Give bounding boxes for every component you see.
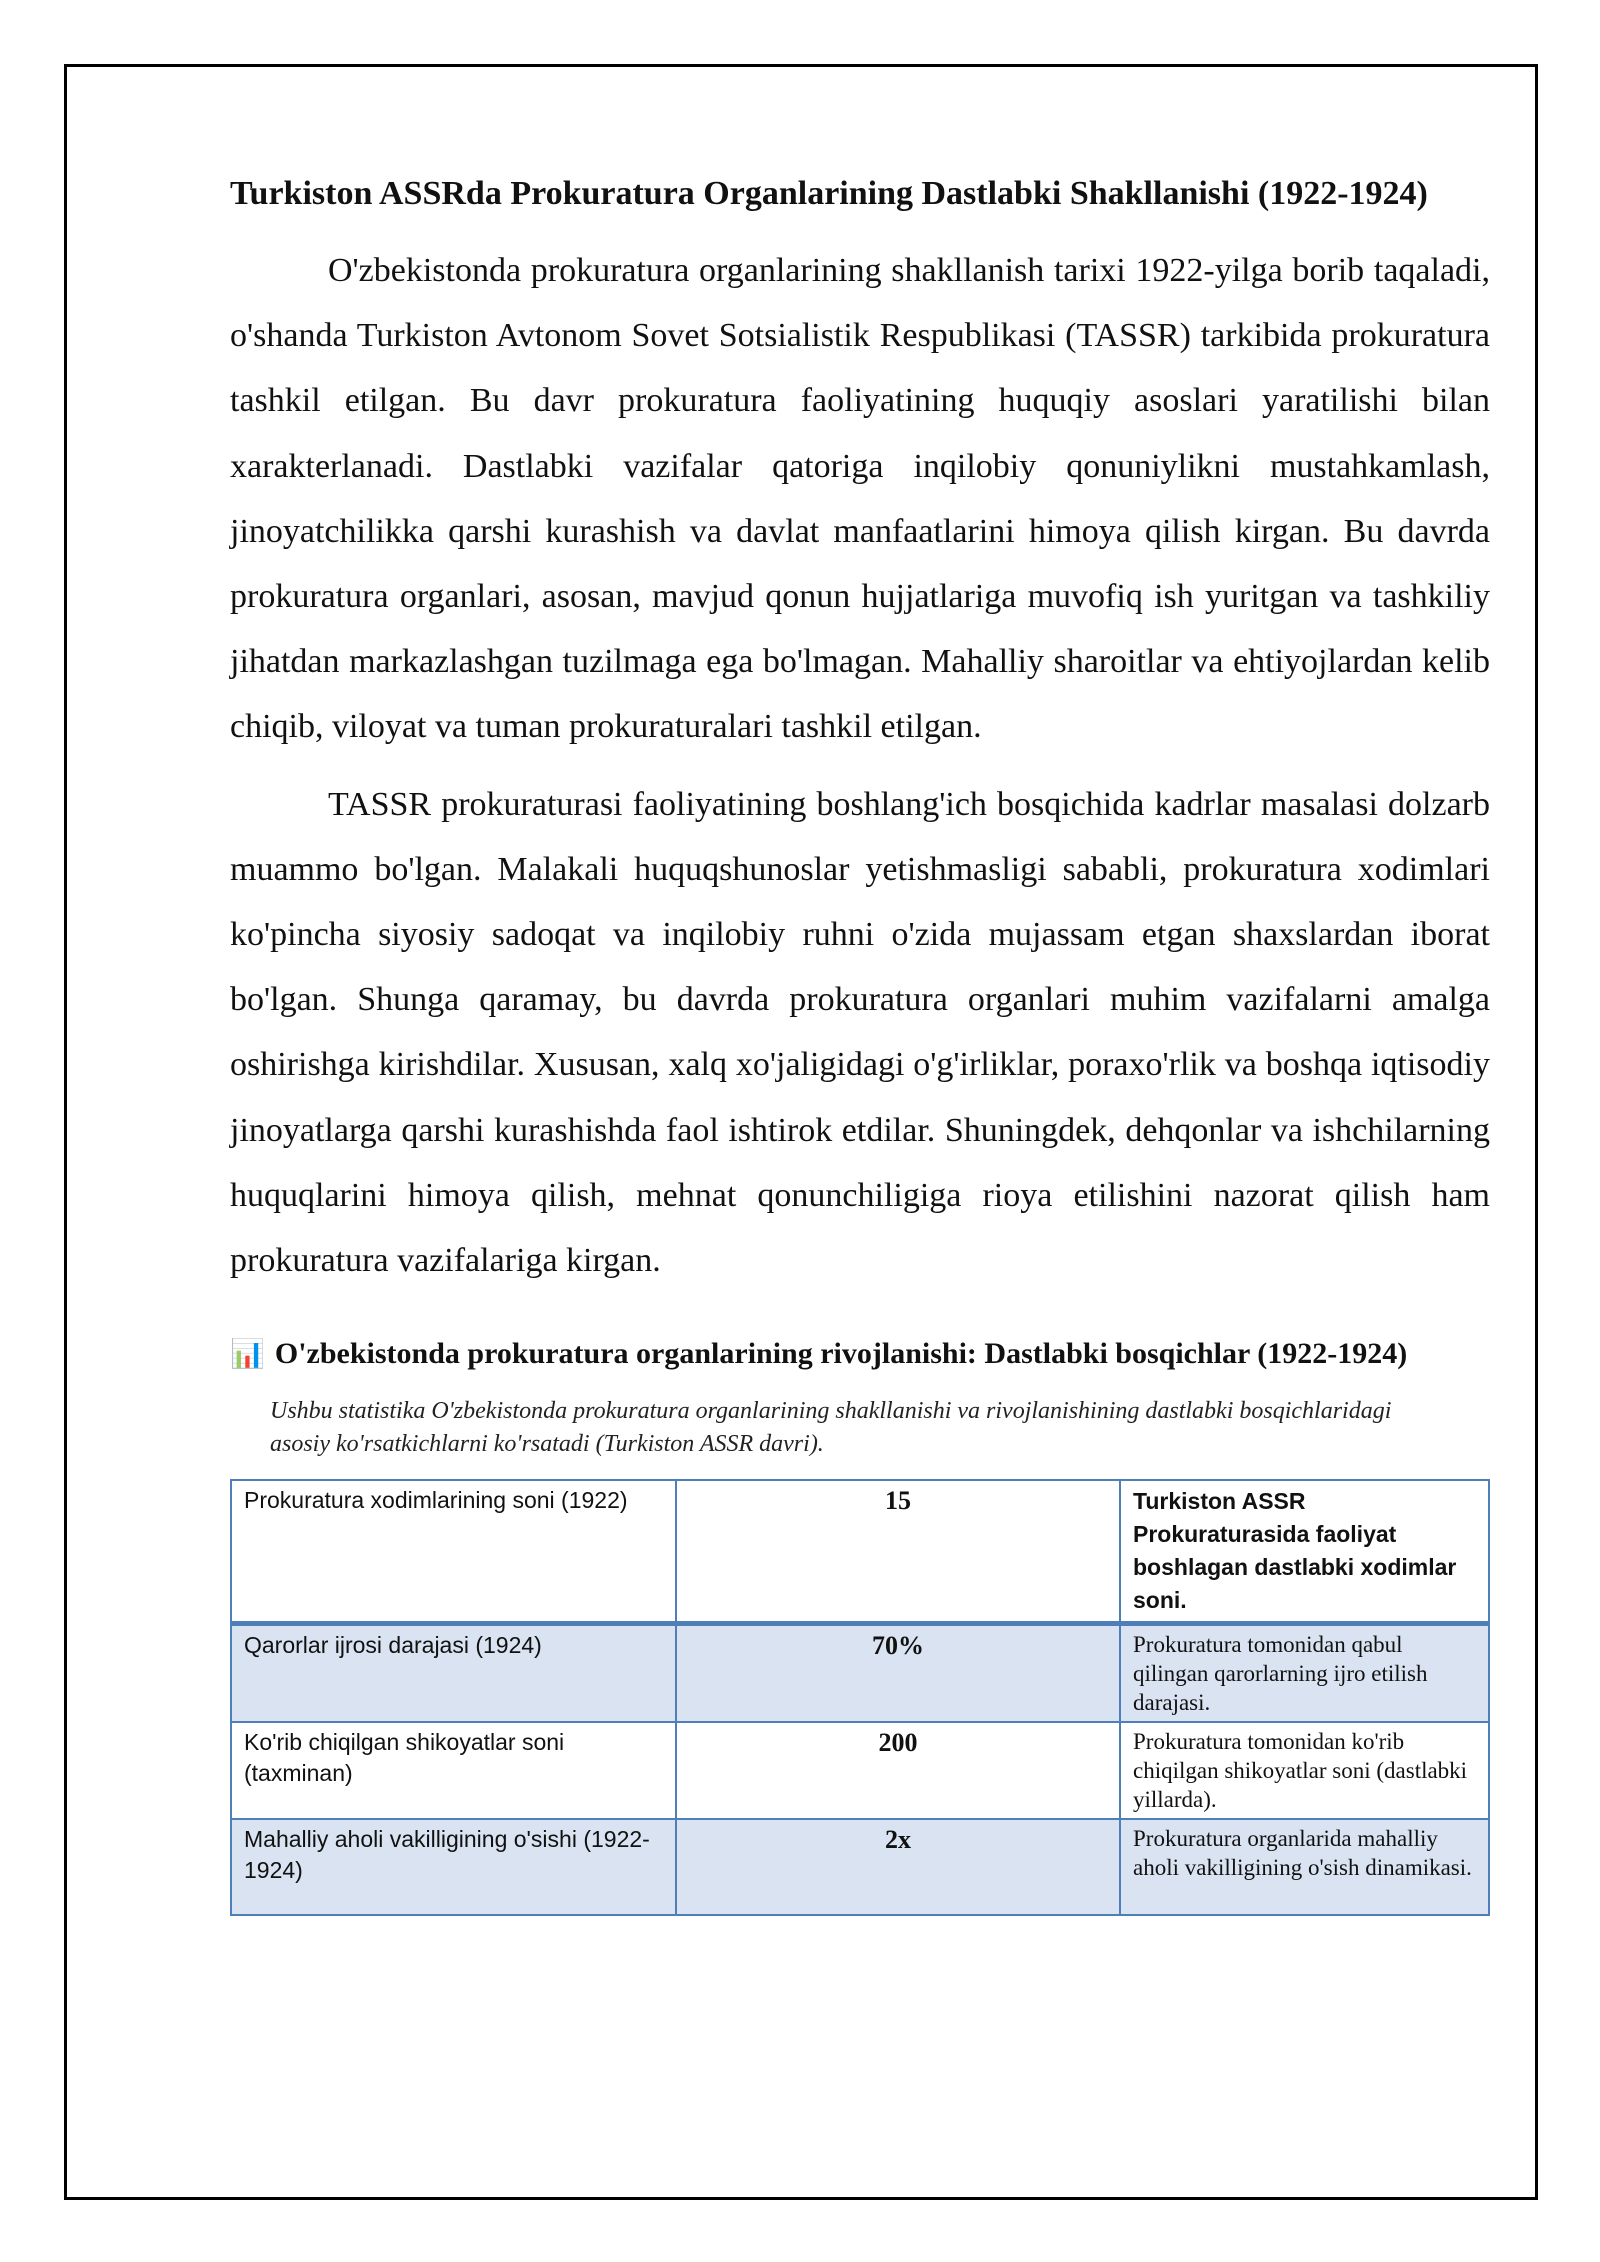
note-cell: Prokuratura organlarida mahalliy aholi vakilligining o'sish dinamikasi.	[1120, 1819, 1489, 1915]
metric-cell: Qarorlar ijrosi darajasi (1924)	[231, 1624, 676, 1723]
table-row	[231, 1624, 1489, 1723]
table-row	[231, 1480, 1489, 1624]
metric-cell: Mahalliy aholi vakilligining o'sishi (1922-1924)	[231, 1819, 676, 1915]
document-body	[230, 170, 1490, 1916]
stats-table	[230, 1479, 1490, 1916]
stats-description: Ushbu statistika O'zbekistonda prokuratura organlarining shakllanishi va rivojlanishining dastlabki bosqichlaridagi asosiy ko'rsatkichlarni ko'rsatadi (Turkiston ASSR davri).	[270, 1398, 1392, 1458]
bar-chart-icon: 📊	[230, 1337, 265, 1371]
paragraph-2: TASSR prokuraturasi faoliyatining boshlang'ich bosqichida kadrlar masalasi dolzarb muammo bo'lgan. Malakali huquqshunoslar yetishmasligi sababli, prokuratura xodimlari ko'pincha siyosiy sadoqat va inqilobiy ruhni o'zida mujassam etgan shaxslardan iborat bo'lgan. Shunga qaramay, bu davrda prokuratura organlari muhim vazifalarni amalga oshirishga kirishdilar. Xususan, xalq xo'jaligidagi o'g'irliklar, poraxo'rlik va boshqa iqtisodiy jinoyatlarga qarshi kurashishda faol ishtirok etdilar. Shuningdek, dehqonlar va ishchilarning huquqlarini himoya qilish, mehnat qonunchiligiga rioya etilishini nazorat qilish ham prokuratura vazifalariga kirgan.	[230, 785, 1490, 1280]
stats-heading	[230, 1331, 1490, 1377]
note-cell: Prokuratura tomonidan qabul qilingan qarorlarning ijro etilish darajasi.	[1120, 1624, 1489, 1723]
note-cell: Turkiston ASSR Prokuraturasida faoliyat boshlagan dastlabki xodimlar soni.	[1120, 1480, 1489, 1624]
document-title: Turkiston ASSRda Prokuratura Organlarining Dastlabki Shakllanishi (1922-1924)	[230, 175, 1428, 212]
value-cell: 2x	[676, 1819, 1120, 1915]
table-row	[231, 1722, 1489, 1819]
value-cell: 70%	[676, 1624, 1120, 1723]
value-cell: 200	[676, 1722, 1120, 1819]
table-row	[231, 1819, 1489, 1915]
metric-cell: Prokuratura xodimlarining soni (1922)	[231, 1480, 676, 1624]
note-cell: Prokuratura tomonidan ko'rib chiqilgan shikoyatlar soni (dastlabki yillarda).	[1120, 1722, 1489, 1819]
value-cell: 15	[676, 1480, 1120, 1624]
paragraph-1: O'zbekistonda prokuratura organlarining shakllanish tarixi 1922-yilga borib taqaladi, o'shanda Turkiston Avtonom Sovet Sotsialistik Respublikasi (TASSR) tarkibida prokuratura tashkil etilgan. Bu davr prokuratura faoliyatining huquqiy asoslari yaratilishi bilan xarakterlanadi. Dastlabki vazifalar qatoriga inqilobiy qonuniylikni mustahkamlash, jinoyatchilikka qarshi kurashish va davlat manfaatlarini himoya qilish kirgan. Bu davrda prokuratura organlari, asosan, mavjud qonun hujjatlariga muvofiq ish yuritgan va tashkiliy jihatdan markazlashgan tuzilmaga ega bo'lmagan. Mahalliy sharoitlar va ehtiyojlardan kelib chiqib, viloyat va tuman prokuraturalari tashkil etilgan.	[230, 252, 1490, 746]
metric-cell: Ko'rib chiqilgan shikoyatlar soni (taxminan)	[231, 1722, 676, 1819]
stats-title: O'zbekistonda prokuratura organlarining rivojlanishi: Dastlabki bosqichlar (1922-1924)	[274, 1337, 1408, 1371]
